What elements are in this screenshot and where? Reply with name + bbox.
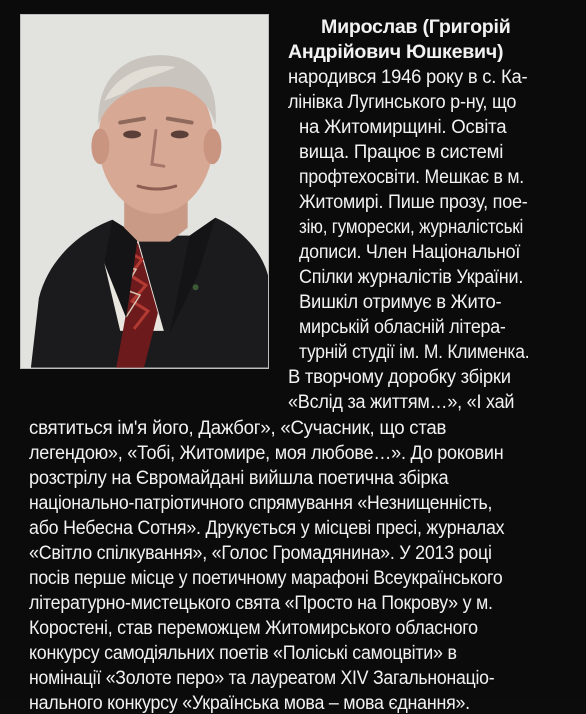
bio-right-line: «Вслід за життям…», «І хай — [288, 391, 515, 413]
bio-right-line: Житомирі. Пише прозу, пое- — [299, 191, 528, 213]
bio-full-line: номінації «Золоте перо» та лауреатом XIV Загальнонаціо- — [29, 667, 495, 689]
bio-full-line: національно-патріотичного спрямування «Незнищенність, — [29, 492, 493, 514]
bio-right-line: народився 1946 року в с. Ка- — [288, 66, 528, 88]
author-portrait-photo — [20, 14, 269, 369]
author-name-line-2: Андрійович Юшкевич) — [288, 41, 504, 63]
bio-right-line: В творчому доробку збірки — [288, 366, 511, 388]
bio-full-line: або Небесна Сотня». Друкується у місцеві пресі, журналах — [29, 517, 505, 539]
bio-full-line: розстрілу на Євромайдані вийшла поетична збірка — [29, 467, 449, 489]
bio-right-line: мирській обласній літера- — [299, 316, 506, 338]
bio-right-line: Спілки журналістів України. — [299, 266, 524, 288]
bio-right-line: на Житомирщині. Освіта — [299, 116, 507, 138]
bio-right-line: лінівка Лугинського р-ну, що — [288, 91, 517, 113]
bio-full-line: конкурсу самодіяльних поетів «Поліські самоцвіти» в — [29, 642, 457, 664]
bio-full-line: посів перше місце у поетичному марафоні Всеукраїнського — [29, 567, 503, 589]
bio-full-line: нального конкурсу «Українська мова – мова єднання». — [29, 692, 470, 714]
bio-full-line: «Світло спілкування», «Голос Громадянина». У 2013 році — [29, 542, 492, 564]
bio-right-line: турній студії ім. М. Клименка. — [299, 341, 530, 363]
bio-right-line: Вишкіл отримує в Жито- — [299, 291, 502, 313]
bio-full-line: легендою», «Тобі, Житомире, моя любове…». До роковин — [29, 442, 504, 464]
author-name-line-1: Мирослав (Григорій — [321, 16, 511, 38]
bio-right-line: зію, гуморески, журналістські — [299, 216, 524, 238]
bio-full-line: Коростені, став переможцем Житомирського обласного — [29, 617, 478, 639]
bio-right-line: дописи. Член Національної — [299, 241, 521, 263]
bio-right-line: профтехосвіти. Мешкає в м. — [299, 166, 524, 188]
bio-right-line: вища. Працює в системі — [299, 141, 504, 163]
author-portrait-image — [21, 15, 268, 368]
bio-full-line: літературно-мистецького свята «Просто на Покрову» у м. — [29, 592, 493, 614]
bio-full-line: святиться ім'я його, Дажбог», «Сучасник, що став — [29, 417, 447, 439]
